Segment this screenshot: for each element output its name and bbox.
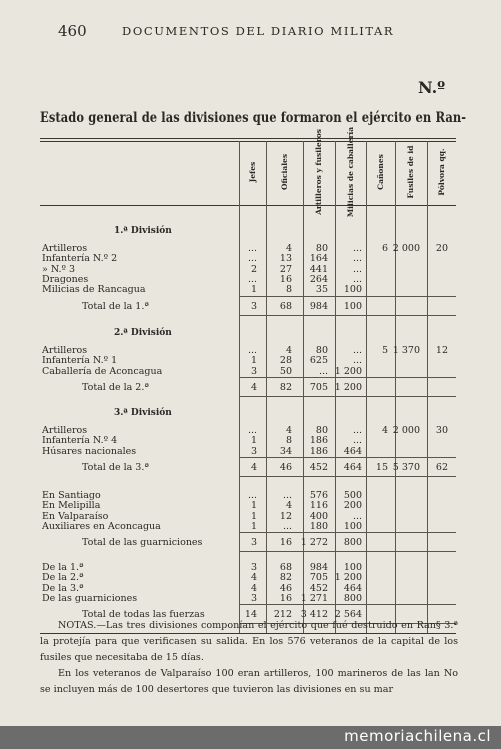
total-label: Total de la 3.ª — [82, 461, 149, 473]
total-cell: 3 — [250, 537, 257, 549]
row-label: Infantería N.º 4 — [42, 435, 118, 447]
total-bottom-rule — [239, 551, 456, 552]
table-title: Estado general de las divisiones que formaron el ejército en Ran- — [40, 110, 467, 126]
total-cell: 3 — [250, 300, 257, 312]
row-label: Artilleros — [42, 243, 88, 254]
table-cell: ... — [282, 520, 292, 532]
table-cell: 400 — [309, 510, 328, 522]
table-cell: 35 — [315, 284, 328, 296]
column-header-label: Fusiles de id — [406, 145, 416, 199]
table-cell: ... — [352, 243, 362, 254]
table-cell: 6 — [381, 243, 388, 254]
total-rule — [239, 377, 456, 378]
table-cell: 27 — [279, 263, 292, 275]
table-cell: 264 — [309, 273, 328, 285]
table-cell: ... — [352, 253, 362, 265]
division-heading: 2.ª División — [114, 328, 172, 338]
header-bottom-rule — [40, 205, 456, 206]
table-cell: 800 — [343, 592, 362, 604]
page-number: 460 — [58, 22, 87, 40]
table-cell: 705 — [309, 572, 328, 584]
total-cell: 68 — [279, 300, 292, 312]
running-title: DOCUMENTOS DEL DIARIO MILITAR — [122, 24, 395, 38]
column-divider — [239, 141, 240, 633]
total-bottom-rule — [239, 396, 456, 397]
total-cell: 464 — [343, 461, 362, 473]
table-cell: 20 — [435, 243, 448, 254]
total-cell: 100 — [343, 300, 362, 312]
column-header — [366, 141, 395, 203]
total-cell: 2 564 — [334, 609, 362, 621]
table-cell: 1 370 — [392, 345, 420, 356]
table-cell: 464 — [343, 445, 362, 457]
table-cell: 2 000 — [392, 243, 420, 254]
row-label: Infantería N.º 1 — [42, 355, 118, 367]
total-rule — [239, 532, 456, 533]
row-label: De la 3.ª — [42, 582, 84, 594]
total-cell: 705 — [309, 381, 328, 393]
table-cell: ... — [318, 365, 328, 377]
total-rule — [239, 604, 456, 605]
table-cell: 4 — [285, 243, 292, 254]
total-cell: 4 — [250, 381, 257, 393]
total-cell: 800 — [343, 537, 362, 549]
table-cell: 1 271 — [300, 592, 328, 604]
column-divider — [266, 141, 267, 633]
total-cell: 82 — [279, 381, 292, 393]
table-cell: 3 — [250, 592, 257, 604]
table-cell: ... — [282, 490, 292, 501]
table-cell: 82 — [279, 572, 292, 584]
table-cell: ... — [247, 253, 257, 265]
table-cell: ... — [247, 490, 257, 501]
table-cell: 34 — [279, 445, 292, 457]
table-cell: ... — [352, 263, 362, 275]
total-cell: 452 — [309, 461, 328, 473]
table-cell: 80 — [315, 243, 328, 254]
column-header-label: Jefes — [247, 161, 257, 183]
table-cell: 1 — [250, 510, 257, 522]
row-label: Infantería N.º 2 — [42, 253, 118, 265]
table-cell: 984 — [309, 562, 328, 573]
table-cell: 100 — [343, 562, 362, 573]
total-bottom-rule — [239, 315, 456, 316]
table-cell: 4 — [285, 500, 292, 512]
table-cell: ... — [352, 435, 362, 447]
watermark-banner — [0, 726, 501, 749]
table-cell: 100 — [343, 284, 362, 296]
table-cell: ... — [247, 243, 257, 254]
table-cell: 180 — [309, 520, 328, 532]
note-paragraph: En los veteranos de Valparaíso 100 eran artilleros, 100 marineros de las lan No se incluyen más de 100 desertores que tuvieron las divisiones en su mar — [40, 668, 458, 695]
column-divider — [427, 141, 428, 633]
table-cell: 68 — [279, 562, 292, 573]
table-cell: 576 — [309, 490, 328, 501]
column-header — [395, 141, 427, 203]
total-cell: 4 — [250, 461, 257, 473]
total-label: Total de las guarniciones — [82, 537, 203, 549]
row-label: Artilleros — [42, 345, 88, 356]
total-rule — [239, 457, 456, 458]
table-cell: 1 — [250, 520, 257, 532]
column-divider — [303, 141, 304, 633]
row-label: Caballería de Aconcagua — [42, 365, 163, 377]
table-cell: 164 — [309, 253, 328, 265]
table-cell: 1 — [250, 284, 257, 296]
table-cell: 28 — [279, 355, 292, 367]
table-cell: 500 — [343, 490, 362, 501]
top-rule — [40, 138, 456, 139]
total-cell: 15 — [375, 461, 388, 473]
row-label: De la 2.ª — [42, 572, 84, 584]
row-label: En Santiago — [42, 490, 101, 501]
division-heading: 1.ª División — [114, 226, 172, 236]
total-label: Total de la 1.ª — [82, 300, 149, 312]
table-cell: ... — [247, 425, 257, 436]
column-header — [239, 141, 266, 203]
table-cell: 1 200 — [334, 572, 362, 584]
column-header-label: Milicias de caballería — [345, 126, 355, 218]
table-cell: ... — [352, 345, 362, 356]
table-cell: ... — [352, 273, 362, 285]
table-cell: 2 — [250, 263, 257, 275]
row-label: Dragones — [42, 273, 89, 285]
row-label: Auxiliares en Aconcagua — [42, 520, 161, 532]
column-header — [266, 141, 303, 203]
table-cell: 3 — [250, 365, 257, 377]
total-label: Total de la 2.ª — [82, 381, 149, 393]
row-label: Húsares nacionales — [42, 445, 137, 457]
column-header-label: Oficiales — [279, 153, 289, 191]
total-cell: 1 200 — [334, 381, 362, 393]
total-bottom-rule — [239, 476, 456, 477]
table-cell: 5 — [381, 345, 388, 356]
table-cell: 1 — [250, 500, 257, 512]
table-cell: 625 — [309, 355, 328, 367]
table-cell: 16 — [279, 273, 292, 285]
table-cell: 4 — [250, 572, 257, 584]
table-cell: 116 — [309, 500, 328, 512]
document-number: N.º — [418, 78, 446, 97]
division-heading: 3.ª División — [114, 408, 172, 418]
table-cell: 50 — [279, 365, 292, 377]
column-header — [303, 129, 335, 215]
table-cell: 1 — [250, 435, 257, 447]
table-cell: 4 — [285, 425, 292, 436]
table-cell: 30 — [435, 425, 448, 436]
table-cell: 452 — [309, 582, 328, 594]
row-label: Milicias de Rancagua — [42, 284, 146, 296]
table-cell: 12 — [435, 345, 448, 356]
total-cell: 46 — [279, 461, 292, 473]
column-header — [427, 141, 456, 203]
table-cell: 3 — [250, 562, 257, 573]
table-cell: 2 000 — [392, 425, 420, 436]
table-cell: 46 — [279, 582, 292, 594]
table-cell: 100 — [343, 520, 362, 532]
notes — [40, 618, 458, 698]
table-cell: 1 200 — [334, 365, 362, 377]
note-paragraph: NOTAS.—Las tres divisiones componían el ejército que fué destruido en Ran§ 3.ª la protejía para que verificasen su salida. En los 576 veteranos de la capital de los fusiles que necesitaba de 15 días. — [40, 620, 458, 663]
table-cell: 12 — [279, 510, 292, 522]
row-label: » N.º 3 — [42, 263, 76, 275]
column-header — [335, 126, 366, 218]
total-cell: 5 370 — [392, 461, 420, 473]
total-cell: 212 — [273, 609, 292, 621]
total-label: Total de todas las fuerzas — [82, 609, 205, 621]
table-cell: 80 — [315, 425, 328, 436]
column-divider — [395, 141, 396, 633]
column-divider — [366, 141, 367, 633]
table-cell: ... — [352, 425, 362, 436]
column-header-label: Artilleros y fusileros — [314, 129, 324, 215]
watermark-text: memoriachilena.cl — [344, 727, 491, 745]
table-cell: 186 — [309, 445, 328, 457]
row-label: Artilleros — [42, 425, 88, 436]
row-label: En Melipilla — [42, 500, 101, 512]
table-cell: 4 — [250, 582, 257, 594]
table-cell: ... — [352, 510, 362, 522]
table-cell: 441 — [309, 263, 328, 275]
table-cell: 13 — [279, 253, 292, 265]
table-cell: 200 — [343, 500, 362, 512]
table-cell: ... — [247, 273, 257, 285]
column-header-label: Cañones — [375, 154, 385, 190]
table-cell: 464 — [343, 582, 362, 594]
table-cell: ... — [247, 345, 257, 356]
table-cell: 8 — [285, 284, 292, 296]
table-cell: 8 — [285, 435, 292, 447]
total-cell: 3 412 — [300, 609, 328, 621]
row-label: En Valparaíso — [42, 510, 109, 522]
table-cell: 16 — [279, 592, 292, 604]
table-cell: 1 — [250, 355, 257, 367]
column-header-label: Pólvora qq. — [436, 148, 446, 196]
total-cell: 1 272 — [300, 537, 328, 549]
total-cell: 14 — [244, 609, 257, 621]
row-label: De las guarniciones — [42, 592, 138, 604]
table-cell: ... — [352, 355, 362, 367]
total-rule — [239, 296, 456, 297]
total-cell: 16 — [279, 537, 292, 549]
table-cell: 4 — [381, 425, 388, 436]
table-cell: 4 — [285, 345, 292, 356]
table-cell: 3 — [250, 445, 257, 457]
total-cell: 984 — [309, 300, 328, 312]
total-cell: 62 — [435, 461, 448, 473]
row-label: De la 1.ª — [42, 562, 84, 573]
table-cell: 80 — [315, 345, 328, 356]
table-cell: 186 — [309, 435, 328, 447]
